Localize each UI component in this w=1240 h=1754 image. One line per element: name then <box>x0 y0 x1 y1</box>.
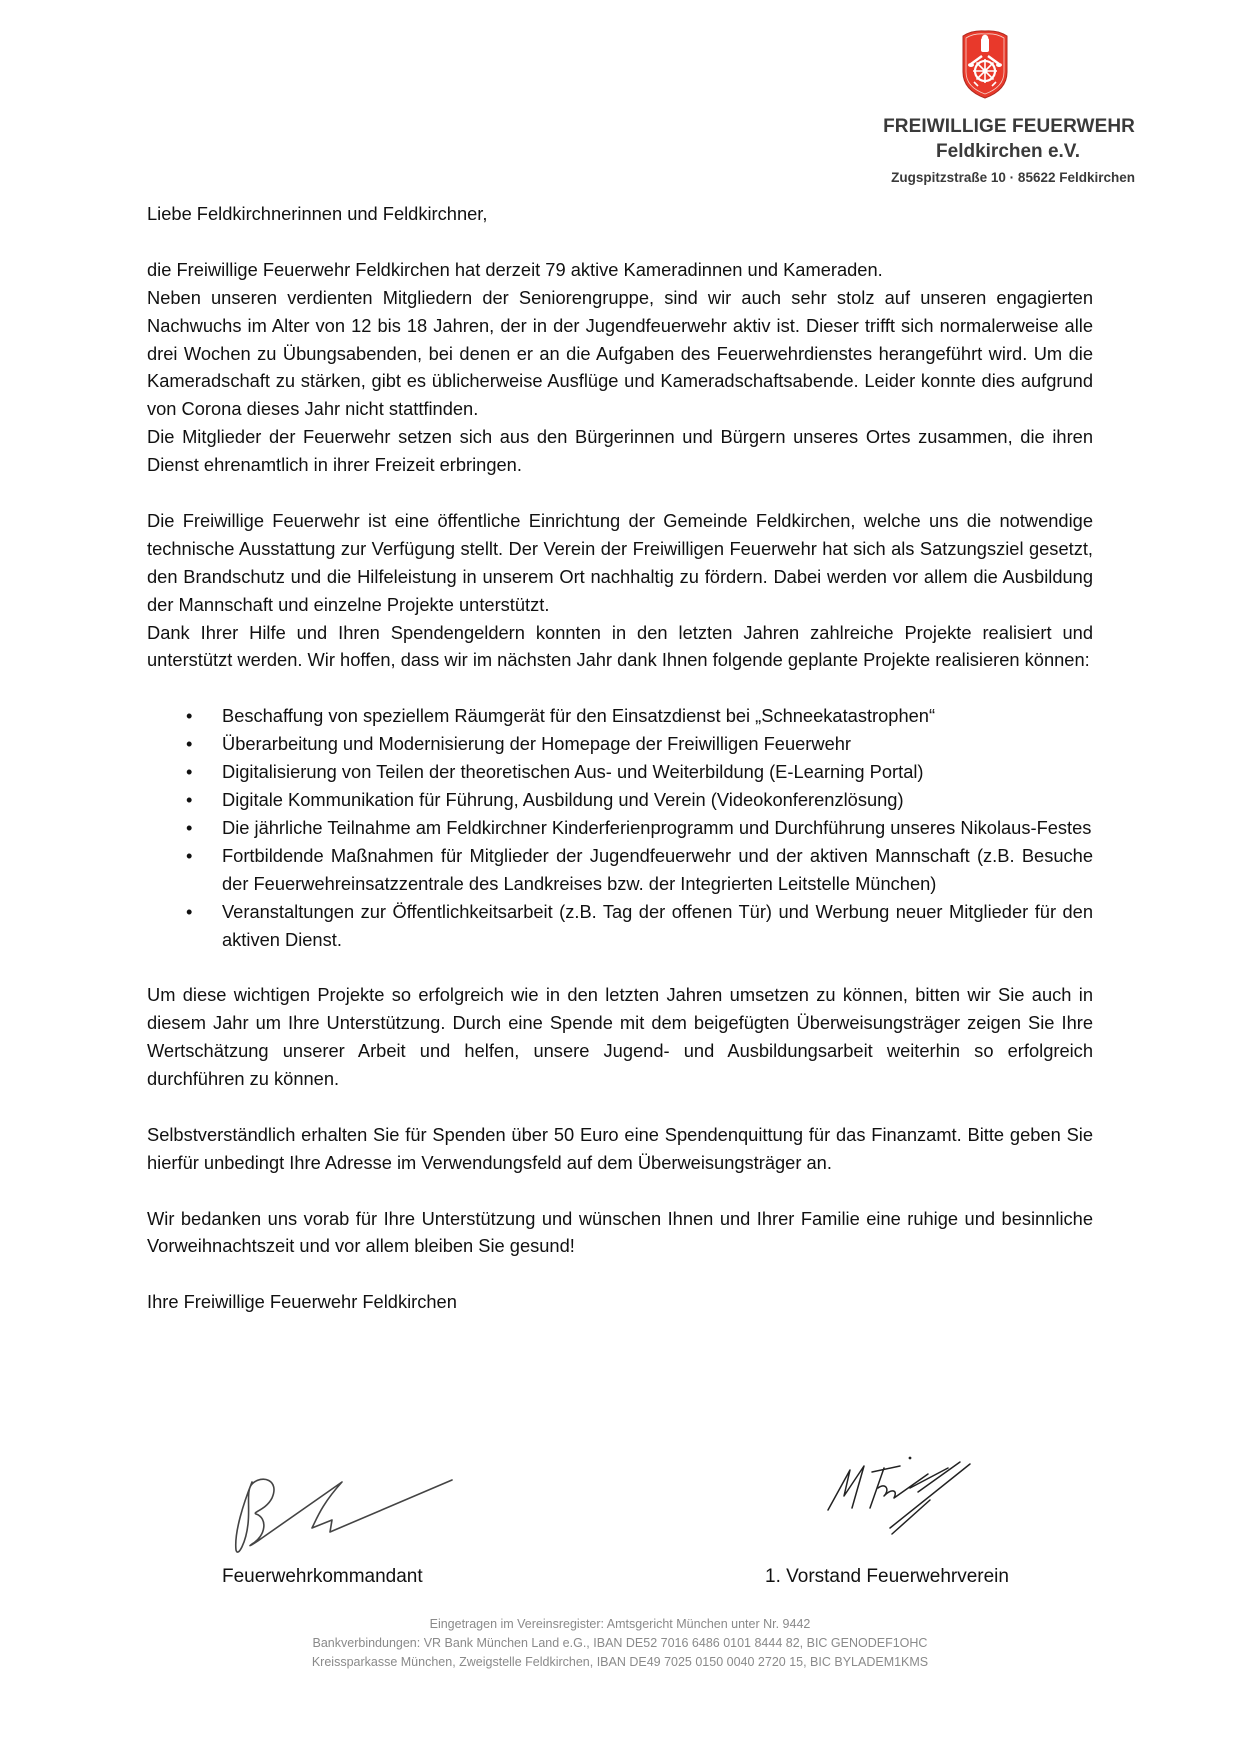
paragraph-volunteers: Die Mitglieder der Feuerwehr setzen sich aus den Bürgerinnen und Bürgern unseres Ortes zusammen, die ihren Dienst ehrenamtlich in ihrer Freizeit erbringen. <box>147 426 1093 476</box>
list-item: • Beschaffung von speziellem Räumgerät für den Einsatzdienst bei „Schneekatastrophen“ <box>222 702 1093 730</box>
list-item: • Die jährliche Teilnahme am Feldkirchner Kinderferienprogramm und Durchführung unseres Nikolaus-Festes <box>222 814 1093 842</box>
bullet-icon: • <box>186 816 193 838</box>
list-item: • Digitale Kommunikation für Führung, Ausbildung und Verein (Videokonferenzlösung) <box>222 786 1093 814</box>
paragraph-thanks: Wir bedanken uns vorab für Ihre Unterstützung und wünschen Ihnen und Ihrer Familie eine ruhige und besinnliche Vorweihnachtszeit und vor allem bleiben Sie gesund! <box>147 1207 1093 1257</box>
bullet-icon: • <box>186 705 193 727</box>
letter-body <box>147 200 1093 1316</box>
bullet-icon: • <box>186 761 193 783</box>
paragraph-members: die Freiwillige Feuerwehr Feldkirchen hat derzeit 79 aktive Kameradinnen und Kameraden. <box>147 258 883 280</box>
paragraph-receipt: Selbstverständlich erhalten Sie für Spenden über 50 Euro eine Spendenquittung für das Finanzamt. Bitte geben Sie hierfür unbedingt Ihre Adresse im Verwendungsfeld auf dem Überweisungsträger an. <box>147 1123 1093 1173</box>
footer-bank-2: Kreissparkasse München, Zweigstelle Feldkirchen, IBAN DE49 7025 0150 0040 2720 15, BIC BYLADEM1KMS <box>311 1655 929 1669</box>
bullet-icon: • <box>186 900 193 922</box>
footer-bank-1: Bankverbindungen: VR Bank München Land e.G., IBAN DE52 7016 6486 0101 8444 82, BIC GENODEF1OHC <box>312 1636 928 1650</box>
paragraph-institution: Die Freiwillige Feuerwehr ist eine öffentliche Einrichtung der Gemeinde Feldkirchen, welche uns die notwendige technische Ausstattung zur Verfügung stellt. Der Verein der Freiwilligen Feuerwehr hat sich als Satzungsziel gesetzt, den Brandschutz und die Hilfeleistung in unserem Ort nachhaltig zu fördern. Dabei werden vor allem die Ausbildung der Mannschaft und einzelne Projekte unterstützt. <box>147 509 1093 615</box>
paragraph-youth: Neben unseren verdienten Mitgliedern der Seniorengruppe, sind wir auch sehr stolz auf unseren engagierten Nachwuchs im Alter von 12 bis 18 Jahren, der in der Jugendfeuerwehr aktiv ist. Dieser trifft sich normalerweise alle drei Wochen zu Übungsabenden, bei denen er an die Aufgaben des Feuerwehrdienstes herangeführt wird. Um die Kameradschaft zu stärken, gibt es üblicherweise Ausflüge und Kameradschaftsabende. Leider konnte dies aufgrund von Corona dieses Jahr nicht stattfinden. <box>147 286 1093 420</box>
org-address: Zugspitzstraße 10 · 85622 Feldkirchen <box>891 170 1135 185</box>
footer-register: Eingetragen im Vereinsregister: Amtsgericht München unter Nr. 9442 <box>429 1617 811 1631</box>
salutation: Liebe Feldkirchnerinnen und Feldkirchner, <box>147 203 488 224</box>
projects-list <box>147 702 1093 953</box>
list-item: • Überarbeitung und Modernisierung der Homepage der Freiwilligen Feuerwehr <box>222 730 1093 758</box>
paragraph-appeal: Um diese wichtigen Projekte so erfolgreich wie in den letzten Jahren umsetzen zu können, bitten wir Sie auch in diesem Jahr um Ihre Unterstützung. Durch eine Spende mit dem beigefügten Überweisungsträger zeigen Sie Ihre Wertschätzung unserer Arbeit und helfen, unsere Jugend- und Ausbildungsarbeit weiterhin so erfolgreich durchführen zu können. <box>147 984 1093 1090</box>
paragraph-donations: Dank Ihrer Hilfe und Ihren Spendengeldern konnten in den letzten Jahren zahlreiche Projekte realisiert und unterstützt werden. Wir hoffen, dass wir im nächsten Jahr dank Ihnen folgende geplante Projekte realisieren können: <box>147 621 1093 671</box>
signature-title-chairman: 1. Vorstand Feuerwehrverein <box>765 1566 1009 1587</box>
fire-brigade-crest-icon <box>960 28 1010 100</box>
org-subtitle: Feldkirchen e.V. <box>936 141 1080 162</box>
list-item: • Digitalisierung von Teilen der theoretischen Aus- und Weiterbildung (E-Learning Portal) <box>222 758 1093 786</box>
org-name: FREIWILLIGE FEUERWEHR <box>883 116 1135 137</box>
bullet-icon: • <box>186 733 193 755</box>
signature-title-commander: Feuerwehrkommandant <box>222 1566 423 1587</box>
closing: Ihre Freiwillige Feuerwehr Feldkirchen <box>147 1291 457 1313</box>
bullet-icon: • <box>186 844 193 866</box>
bullet-icon: • <box>186 788 193 810</box>
list-item: • Veranstaltungen zur Öffentlichkeitsarbeit (z.B. Tag der offenen Tür) und Werbung neuer Mitglieder für den aktiven Dienst. <box>222 898 1093 954</box>
signature-chairman-icon <box>820 1448 1010 1558</box>
list-item: • Fortbildende Maßnahmen für Mitglieder der Jugendfeuerwehr und der aktiven Mannschaft (z.B. Besuche der Feuerwehreinsatzzentrale des Landkreises bzw. der Integrierten Leitstelle München) <box>222 842 1093 898</box>
signature-commander-icon <box>222 1462 462 1572</box>
footer <box>0 1615 1240 1672</box>
